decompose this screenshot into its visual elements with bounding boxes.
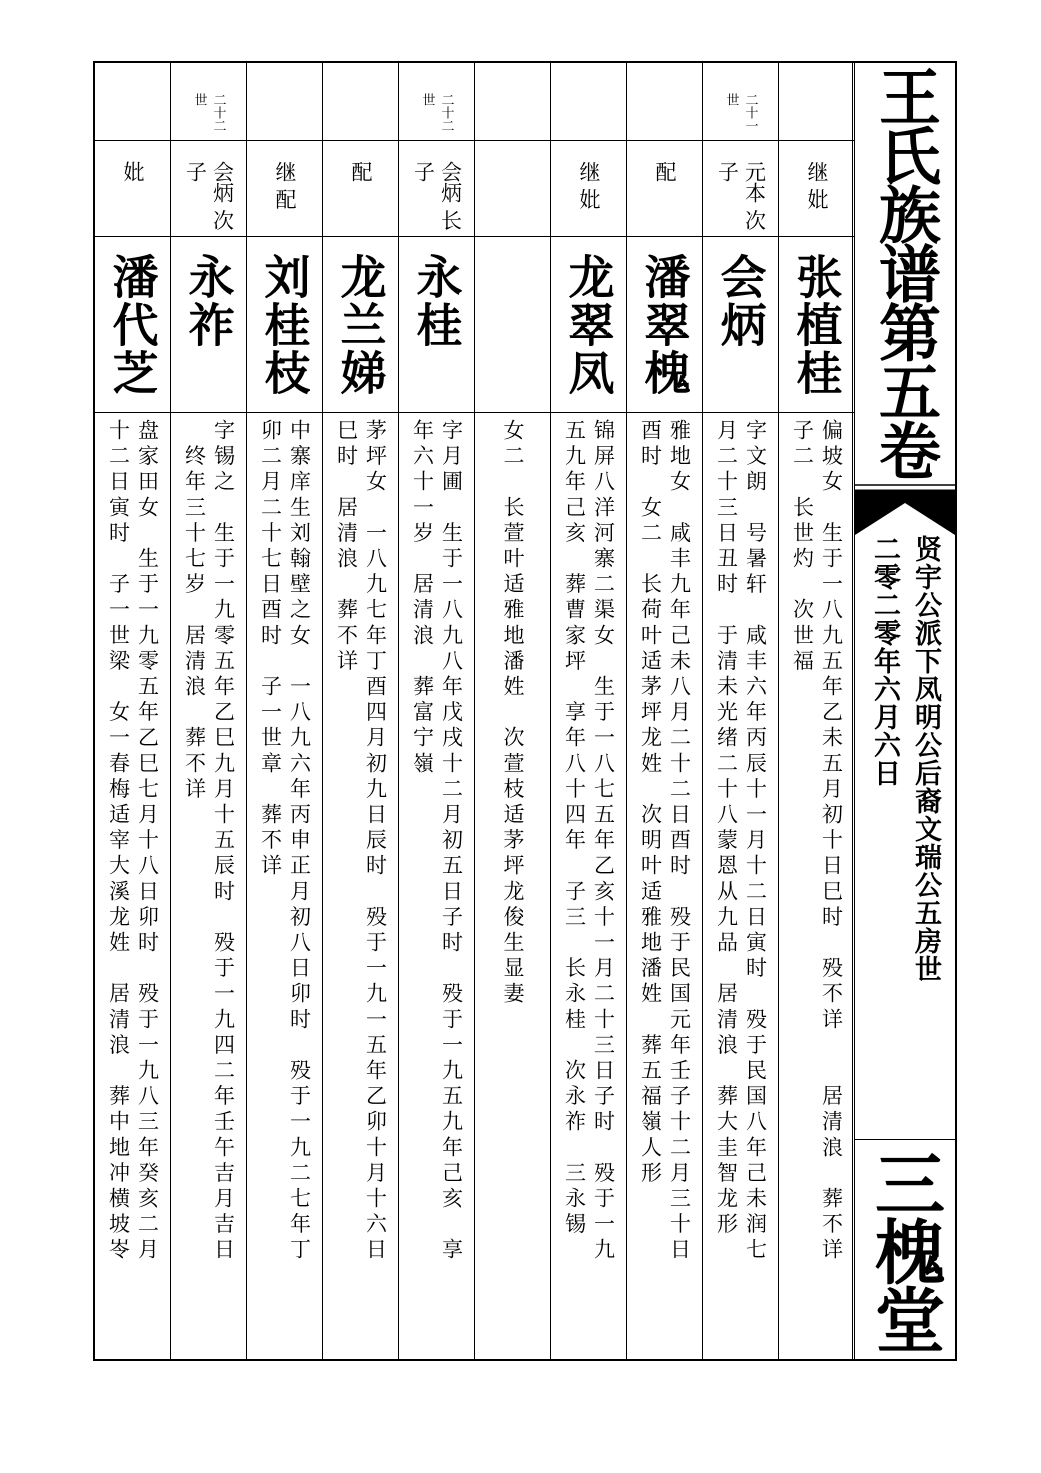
biography-text: 锦屏八洋河寨二渠女 生于一八七五年乙亥十一月二十三日子时 殁于一九 五九年己亥 葬曹家坪 享年八十四年 子三 长永桂 次永祚 三永锡: [562, 419, 616, 1264]
fishtail-ornament: [855, 483, 955, 535]
biography-text: 雅地女 咸丰九年己未八月二十二日酉时 殁于民国元年壬子十二月三十日 酉时 女二 长荷叶适茅坪龙姓 次明叶适雅地潘姓 葬五福嶺人形: [638, 419, 692, 1264]
role-label: 继 妣: [577, 161, 601, 210]
role-label: 会炳 次子: [183, 161, 235, 231]
entry-column: [475, 63, 551, 1359]
entry-column: [399, 63, 475, 1359]
biography-text: 茅坪女 一八九七年丁酉四月初九日辰时 殁于一九一五年乙卯十月十六日 巳时 居清浪 葬不详: [334, 419, 388, 1264]
person-name: 会炳: [713, 253, 768, 349]
generation-label: 二十二世: [419, 93, 454, 132]
genealogy-page: [93, 61, 957, 1361]
entry-column: [779, 63, 855, 1359]
divider: [852, 63, 853, 1359]
role-label: 元本 次子: [715, 161, 767, 231]
biography-text: 偏坡女 生于一八九五年乙未五月初十日巳时 殁不详 居清浪 葬不详 子二 长世灼 次世福: [790, 419, 844, 1264]
person-name: 张植桂: [789, 253, 844, 397]
person-name: 龙翠凤: [561, 253, 616, 397]
person-name: 潘代芝: [105, 253, 160, 397]
date-subtitle: 二零二零年六月六日: [869, 535, 900, 787]
role-label: 配: [653, 161, 677, 182]
entry-column: [627, 63, 703, 1359]
role-label: 继 妣: [805, 161, 829, 210]
role-label: 妣: [121, 161, 145, 182]
entry-columns: [95, 63, 855, 1359]
hall-name: 三槐堂: [863, 1148, 947, 1352]
person-name: 永祚: [181, 253, 236, 349]
person-name: 永桂: [409, 253, 464, 349]
title-column: [855, 63, 955, 1359]
entry-column: [171, 63, 247, 1359]
entry-column: [551, 63, 627, 1359]
entry-column: [703, 63, 779, 1359]
role-label: 会炳 长子: [411, 161, 463, 231]
person-name: 刘桂枝: [257, 253, 312, 397]
entry-column: [247, 63, 323, 1359]
generation-label: 二十二世: [191, 93, 226, 132]
role-label: 继 配: [273, 161, 297, 210]
generation-label: 二十一世: [723, 93, 758, 132]
biography-text: 字月圃 生于一八九八年戊戌十二月初五日子时 殁于一九五九年己亥 享 年六十一岁 居清浪 葬富宁嶺: [410, 419, 464, 1264]
biography-text: 盘家田女 生于一九零五年乙巳七月十八日卯时 殁于一九八三年癸亥二月 十二日寅时 子一世梁 女一春梅适宰大溪龙姓 居清浪 葬中地冲横坡岺: [106, 419, 160, 1264]
role-label: 配: [349, 161, 373, 182]
biography-text: 字文朗 号暑轩 咸丰六年丙辰十一月十二日寅时 殁于民国八年己未润七 月二十三日丑时 于清未光绪二十八蒙恩从九品 居清浪 葬大圭智龙形: [714, 419, 768, 1264]
entry-column: [95, 63, 171, 1359]
entry-column: [323, 63, 399, 1359]
biography-text: 中寨庠生刘翰壁之女 一八九六年丙申正月初八日卯时 殁于一九二七年丁 卯二月二十七日酉时 子一世章 葬不详: [258, 419, 312, 1264]
book-title: 王氏族谱第五卷: [868, 65, 942, 478]
person-name: 潘翠槐: [637, 253, 692, 397]
biography-text: 女二 长萱叶适雅地潘姓 次萱枝适茅坪龙俊生显妻: [501, 419, 525, 1008]
biography-text: 字锡之 生于一九零五年乙巳九月十五辰时 殁于一九四二年壬午吉月吉日 终年三十七岁 居清浪 葬不详: [182, 419, 236, 1264]
person-name: 龙兰娣: [333, 253, 388, 397]
lineage-subtitle: 贤宇公派下凤明公后裔文瑞公五房世: [910, 535, 941, 983]
